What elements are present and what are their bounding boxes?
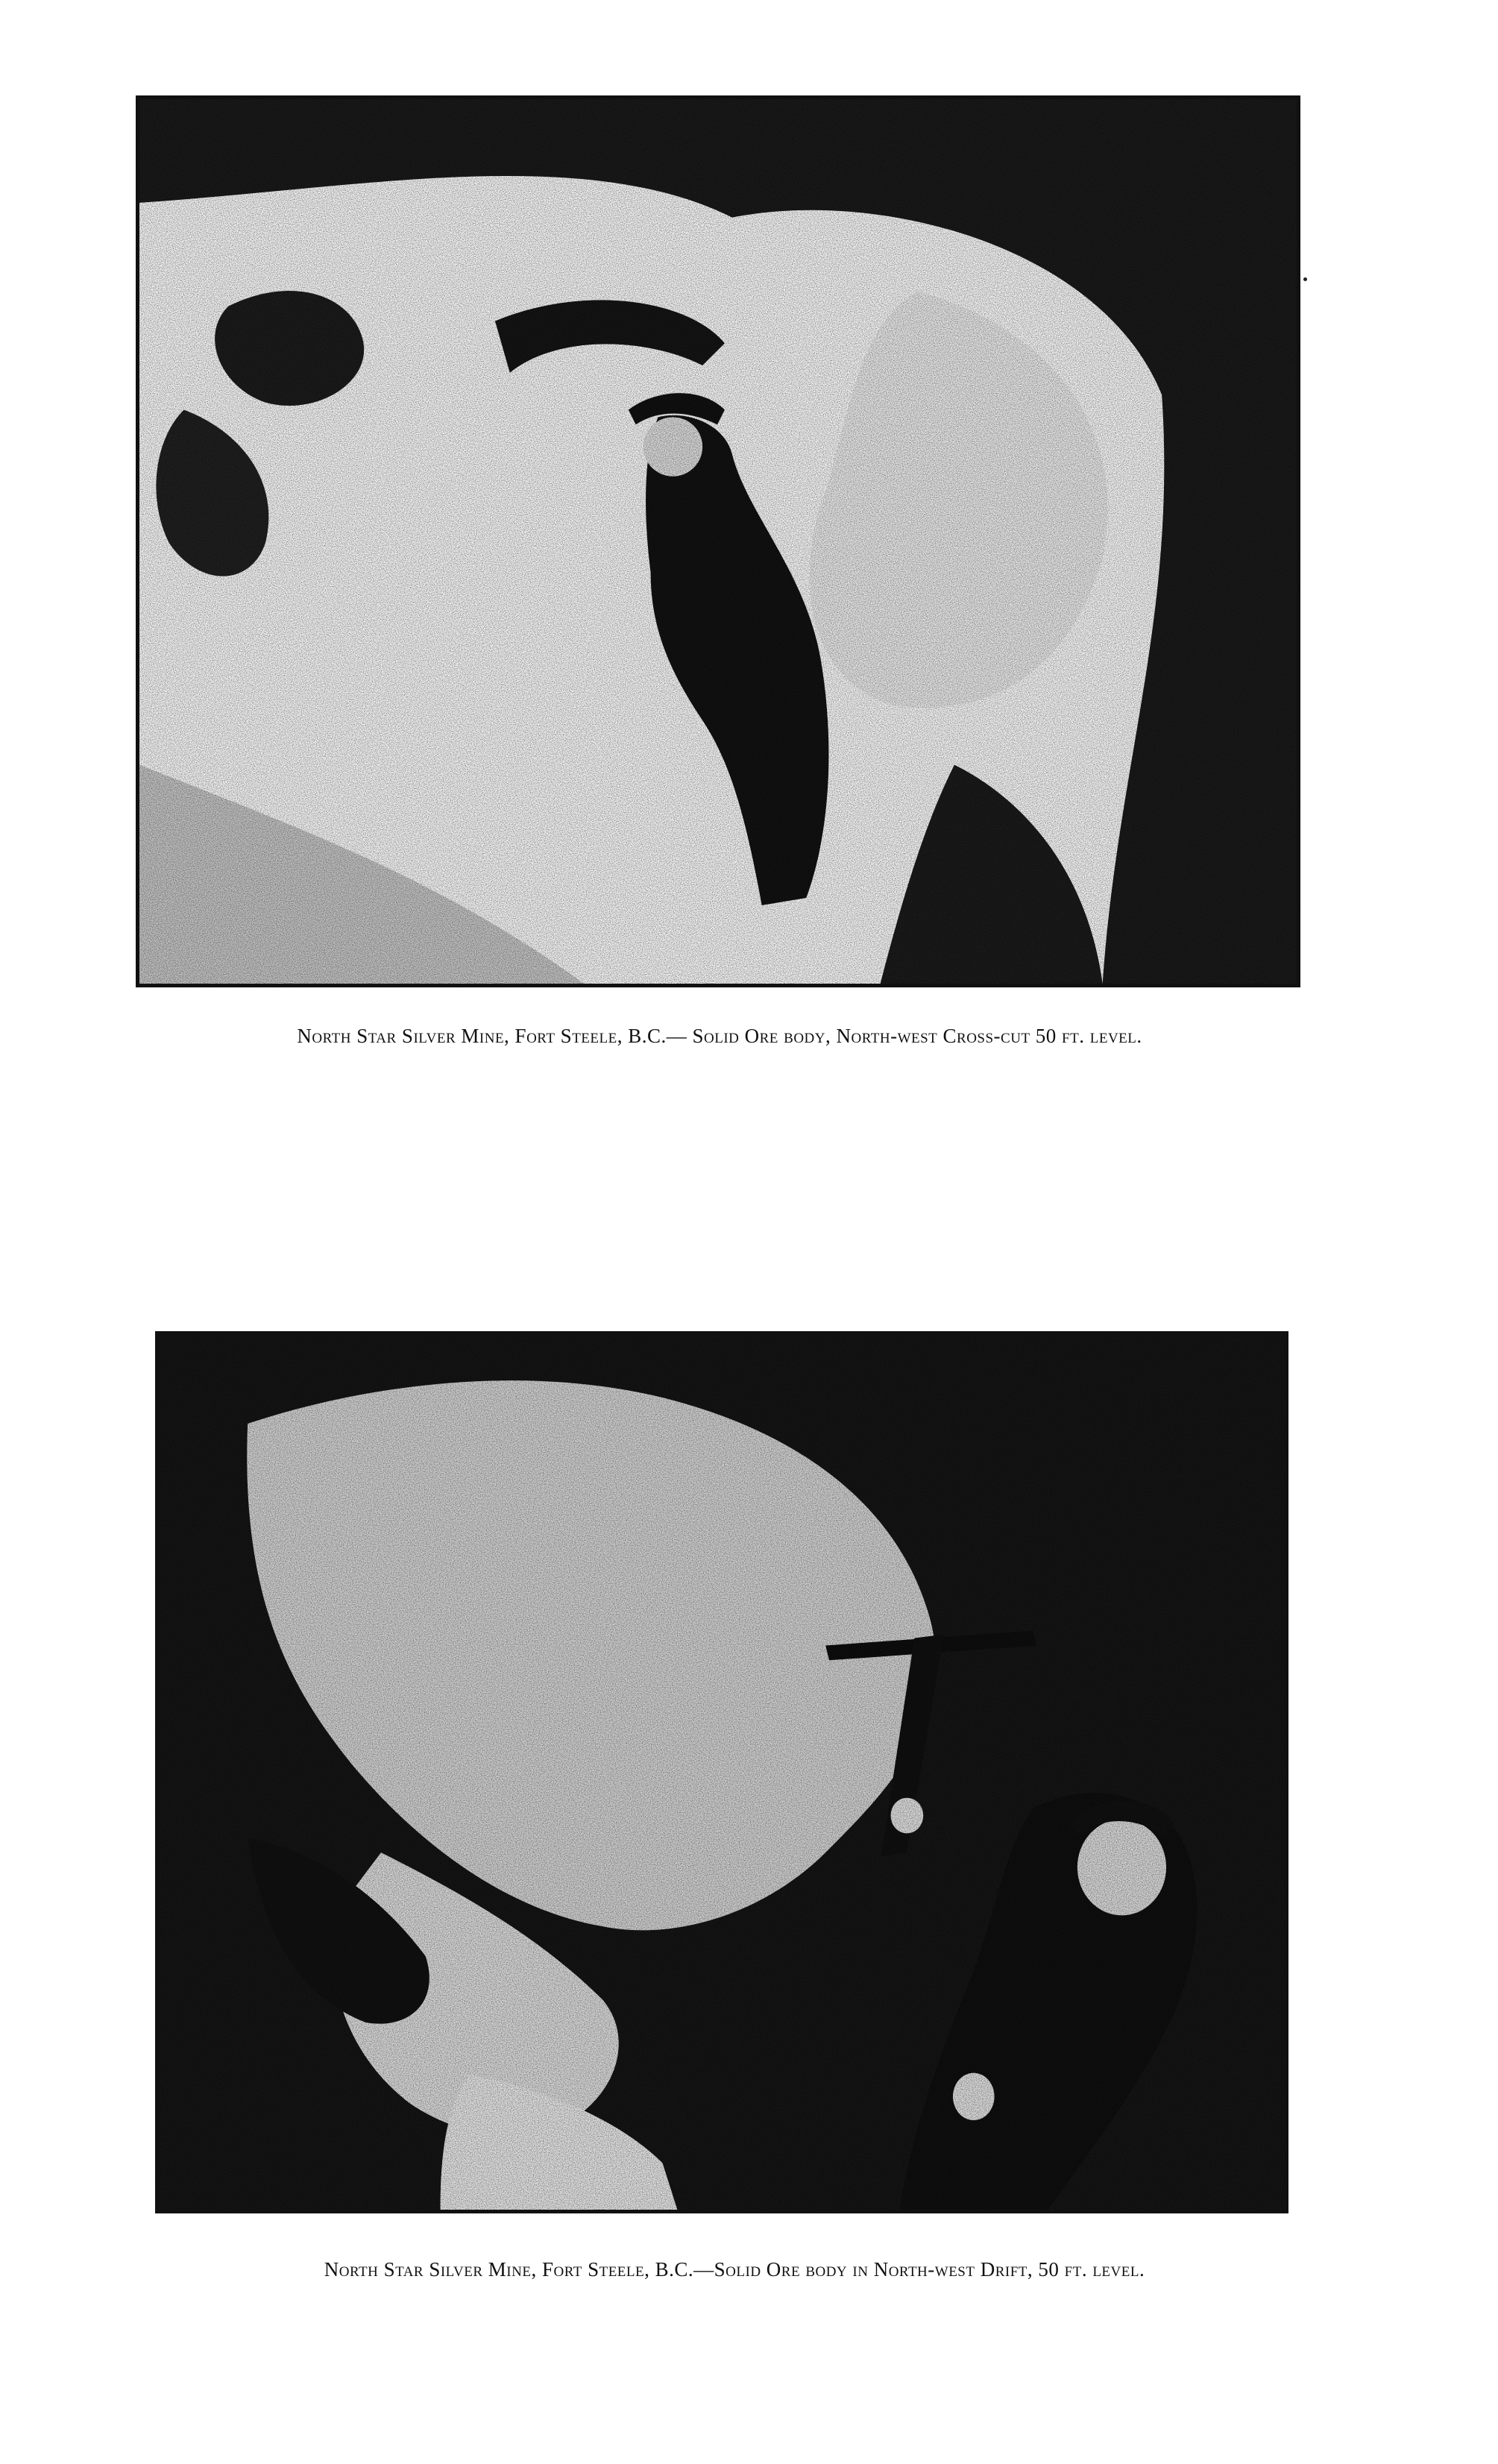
figure-caption: North Star Silver Mine, Fort Steele, B.C.— Solid Ore body, North-west Cross-cut 50 ft. level. xyxy=(297,1025,1142,1047)
photo-ore-body-cross-cut xyxy=(136,95,1300,987)
photo-ore-body-drift xyxy=(155,1331,1288,2213)
speck-mark xyxy=(1303,277,1307,281)
figure-caption: North Star Silver Mine, Fort Steele, B.C.—Solid Ore body in North-west Drift, 50 ft. level. xyxy=(324,2258,1145,2281)
mine-photo-illustration xyxy=(159,1335,1285,2210)
mine-photo-illustration xyxy=(139,99,1297,984)
